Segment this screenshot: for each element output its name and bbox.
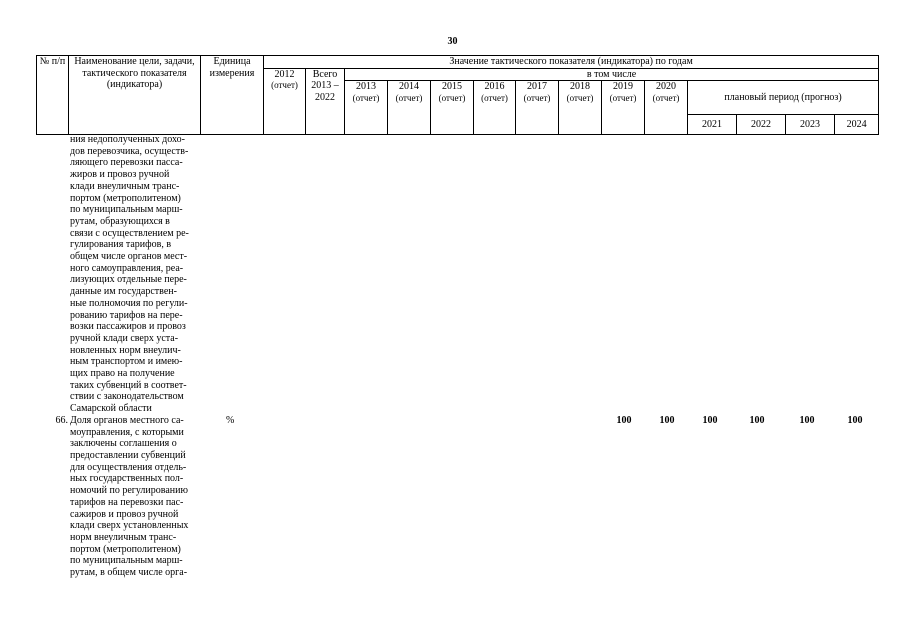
header-values: Значение тактического показателя (индикатора) по годам — [264, 56, 879, 69]
indicator-rows — [36, 134, 878, 579]
row-name-line: портом (метрополитеном) — [70, 543, 181, 555]
header-year-2015 — [431, 81, 474, 135]
row-name-line: ляющего перевозки пасса- — [70, 157, 183, 169]
header-including: в том числе — [345, 68, 879, 81]
table-row — [36, 415, 878, 579]
year-label: 2018 — [570, 81, 590, 92]
row-name-line: новленных норм внеулич- — [70, 344, 181, 356]
year-note: (отчет) — [652, 92, 680, 103]
row-value: 100 — [659, 414, 675, 426]
row-name-line: ствии с законодательством — [70, 391, 184, 403]
year-label: 2016 — [484, 81, 505, 92]
header-year-2020 — [645, 81, 688, 135]
row-name-line: портом (метрополитеном) — [70, 192, 181, 204]
row-name-line: клади внеуличным транс- — [70, 180, 180, 192]
row-name-line: Самарской области — [70, 403, 152, 415]
header-year-2018 — [559, 81, 602, 135]
row-name — [68, 134, 200, 415]
row-number: 66. — [55, 414, 68, 426]
row-name-line: номочий по регулированию — [70, 485, 188, 497]
year-note: (отчет) — [395, 92, 423, 103]
row-name-line: ным транспортом и имею- — [70, 356, 183, 368]
row-name-line: Доля органов местного са- — [70, 414, 184, 426]
header-plan: плановый период (прогноз) — [688, 81, 879, 115]
row-value: 100 — [749, 414, 765, 426]
header-unit: Единица измерения — [201, 56, 264, 135]
row-name-line: гулирования тарифов, в — [70, 239, 172, 251]
year-label: 2012 — [274, 68, 295, 80]
row-name-line: тарифов на перевозки пас- — [70, 496, 184, 508]
row-name-line: ния недополученных дохо- — [70, 134, 185, 145]
row-value: 100 — [799, 414, 815, 426]
header-total: Всего 2013 – 2022 — [306, 68, 345, 135]
header-plan-year-2024: 2024 — [835, 115, 879, 135]
year-note: (отчет) — [566, 92, 594, 103]
row-name-line: предоставлении субвенций — [70, 449, 186, 461]
row-name-line: рутам, в общем числе орга- — [70, 567, 188, 579]
year-note: (отчет) — [481, 92, 508, 103]
header-plan-year-2022: 2022 — [737, 115, 786, 135]
indicator-table-header — [36, 55, 879, 135]
page-number: 30 — [447, 36, 458, 47]
row-name-line: связи с осуществлением ре- — [70, 227, 189, 239]
row-name-line: норм внеуличным транс- — [70, 531, 177, 543]
year-label: 2020 — [656, 81, 676, 92]
row-name-line: для осуществления отдель- — [70, 461, 187, 473]
header-name: Наименование цели, задачи, тактического показателя (индикатора) — [69, 56, 201, 135]
year-note: (отчет) — [352, 92, 380, 103]
row-name-line: ные полномочия по регули- — [70, 297, 188, 309]
year-label: 2015 — [442, 81, 462, 92]
row-name-line: по муниципальным марш- — [70, 555, 183, 567]
row-value: 100 — [847, 414, 863, 426]
row-name-line: моуправления, с которыми — [70, 426, 184, 438]
header-plan-year-2023: 2023 — [786, 115, 835, 135]
row-name-line: данные им государствен- — [70, 286, 177, 298]
table-row — [36, 134, 878, 415]
header-year-2019 — [602, 81, 645, 135]
year-label: 2014 — [399, 81, 419, 92]
row-name-line: дов перевозчика, осуществ- — [70, 145, 189, 157]
header-year-2016 — [474, 81, 516, 135]
year-label: 2017 — [527, 81, 547, 92]
row-name-line: по муниципальным марш- — [70, 204, 183, 216]
row-name-line: ных государственных пол- — [70, 473, 184, 485]
row-name-line: общем числе органов мест- — [70, 251, 188, 263]
header-year-2014 — [388, 81, 431, 135]
row-name-line: ручной клади сверх уста- — [70, 332, 179, 344]
header-num: № п/п — [37, 56, 69, 135]
row-name-line: заключены соглашения о — [70, 438, 177, 450]
row-name-line: жиров и провоз ручной — [70, 169, 170, 181]
row-name-line: клади сверх установленных — [70, 520, 189, 532]
year-note: (отчет) — [438, 92, 466, 103]
row-name-line: ного самоуправления, реа- — [70, 262, 184, 274]
row-unit: % — [226, 414, 235, 426]
row-name — [68, 415, 200, 579]
row-name-line: возки пассажиров и провоз — [70, 321, 186, 333]
year-note: (отчет) — [609, 92, 637, 103]
row-name-line: рутам, образующихся в — [70, 215, 170, 227]
row-name-line: щих право на получение — [70, 368, 175, 380]
row-name-line: таких субвенций в соответ- — [70, 379, 187, 391]
row-name-line: сажиров и провоз ручной — [70, 508, 179, 520]
row-name-line: лизующих отдельные пере- — [70, 274, 187, 286]
year-label: 2019 — [613, 81, 633, 92]
row-name-line: рованию тарифов на пере- — [70, 309, 183, 321]
header-plan-year-2021: 2021 — [688, 115, 737, 135]
row-value: 100 — [702, 414, 718, 426]
year-note: (отчет) — [271, 80, 298, 90]
header-year-2017 — [516, 81, 559, 135]
header-year-2013 — [345, 81, 388, 135]
year-note: (отчет) — [523, 92, 551, 103]
year-label: 2013 — [356, 81, 376, 92]
header-2012 — [264, 68, 306, 135]
row-value: 100 — [616, 414, 632, 426]
